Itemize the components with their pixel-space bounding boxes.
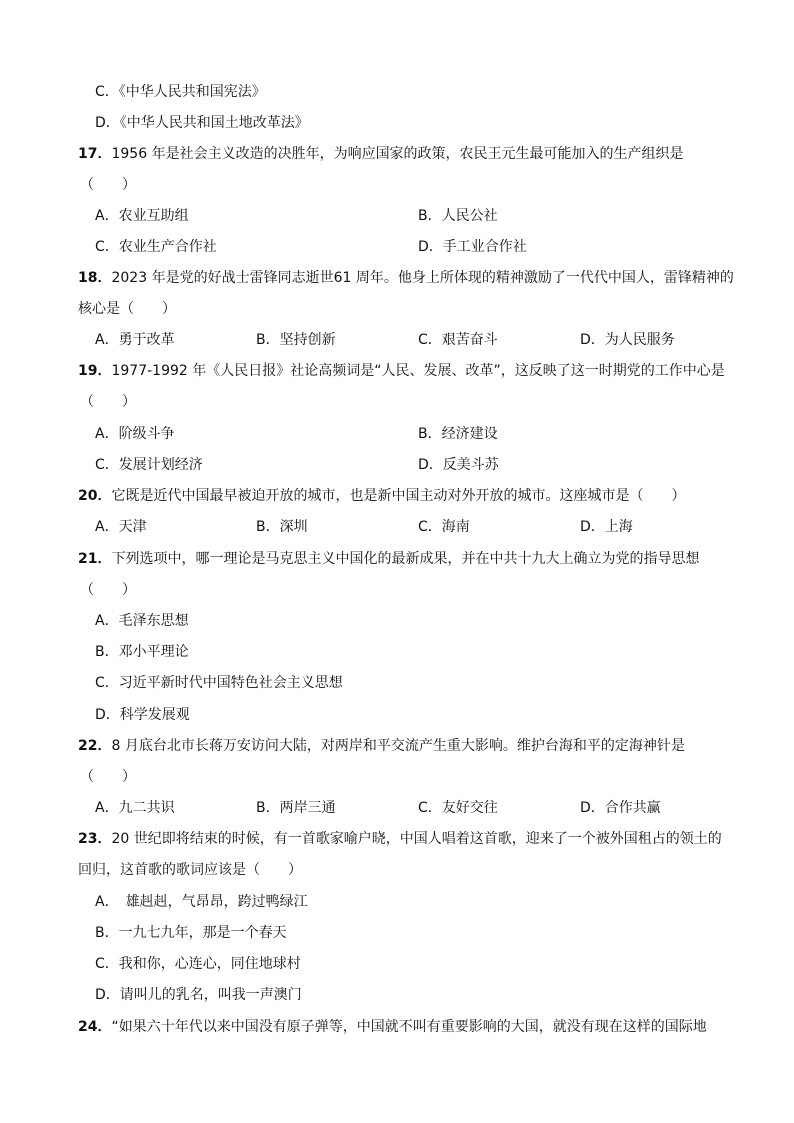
option-a: A． 雄赳赳，气昂昂，跨过鸭绿江 (95, 894, 308, 910)
question-number: 24． (78, 1019, 112, 1035)
option-d: D．为人民服务 (580, 332, 675, 348)
answer-paren: （ ） (80, 582, 136, 598)
option-a: A．阶级斗争 (95, 426, 175, 442)
option-b: B．深圳 (256, 519, 308, 535)
question-text: 8 月底台北市长蒋万安访问大陆，对两岸和平交流产生重大影响。维护台海和平的定海神针是 (111, 738, 685, 754)
question-number: 19． (78, 363, 112, 379)
option-c: C．习近平新时代中国特色社会主义思想 (95, 675, 343, 691)
option-c-prev: C．《中华人民共和国宪法》 (95, 84, 266, 100)
option-b: B．坚持创新 (256, 332, 336, 348)
option-b: B．两岸三通 (256, 800, 336, 816)
question-text: 2023 年是党的好战士雷锋同志逝世61 周年。他身上所体现的精神激励了一代代中国人，雷锋精神的 (111, 270, 734, 286)
option-d: D．上海 (580, 519, 633, 535)
answer-paren: （ ） (80, 177, 136, 193)
option-d-prev: D．《中华人民共和国土地改革法》 (95, 115, 309, 131)
option-c: C．我和你，心连心，同住地球村 (95, 956, 301, 972)
option-b: B．邓小平理论 (95, 644, 189, 660)
question-18 (78, 268, 734, 288)
question-24 (78, 1017, 707, 1037)
option-a: A．天津 (95, 519, 147, 535)
question-text: 它既是近代中国最早被迫开放的城市，也是新中国主动对外开放的城市。这座城市是（ ） (111, 488, 686, 504)
question-number: 21． (78, 551, 112, 567)
question-number: 22． (78, 738, 112, 754)
question-17 (78, 144, 684, 164)
option-c: C．友好交往 (418, 800, 498, 816)
question-number: 17． (78, 146, 112, 162)
option-b: B．一九七九年，那是一个春天 (95, 925, 287, 941)
question-number: 20． (78, 488, 112, 504)
question-text: 下列选项中，哪一理论是马克思主义中国化的最新成果，并在中共十九大上确立为党的指导思想 (111, 551, 700, 567)
option-d: D．请叫儿的乳名，叫我一声澳门 (95, 987, 302, 1003)
answer-paren: （ ） (80, 394, 136, 410)
question-text-cont: 核心是（ ） (78, 301, 176, 317)
question-23 (78, 829, 722, 849)
option-c: C．海南 (418, 519, 470, 535)
option-b: B．经济建设 (418, 426, 498, 442)
question-text: 1977-1992 年《人民日报》社论高频词是“人民、发展、改革”，这反映了这一时期党的工作中心是 (111, 363, 725, 379)
question-number: 23． (78, 831, 112, 847)
question-19 (78, 361, 725, 381)
question-text: “如果六十年代以来中国没有原子弹等，中国就不叫有重要影响的大国，就没有现在这样的国际地 (111, 1019, 707, 1035)
question-text: 1956 年是社会主义改造的决胜年，为响应国家的政策，农民王元生最可能加入的生产组织是 (111, 146, 684, 162)
question-text-cont: 回归，这首歌的歌词应该是（ ） (78, 862, 302, 878)
option-c: C．农业生产合作社 (95, 239, 217, 255)
question-21 (78, 549, 699, 569)
question-number: 18． (78, 270, 112, 286)
option-c: C．艰苦奋斗 (418, 332, 498, 348)
option-a: A．毛泽东思想 (95, 613, 189, 629)
option-a: A．勇于改革 (95, 332, 175, 348)
question-22 (78, 736, 685, 756)
option-a: A．农业互助组 (95, 208, 189, 224)
option-a: A．九二共识 (95, 800, 175, 816)
question-20 (78, 486, 685, 506)
option-d: D．合作共赢 (580, 800, 661, 816)
option-d: D．手工业合作社 (418, 239, 527, 255)
answer-paren: （ ） (80, 769, 136, 785)
question-text: 20 世纪即将结束的时候，有一首歌家喻户晓，中国人唱着这首歌，迎来了一个被外国租占的领土的 (111, 831, 722, 847)
option-c: C．发展计划经济 (95, 457, 203, 473)
option-d: D．反美斗苏 (418, 457, 499, 473)
option-d: D．科学发展观 (95, 707, 190, 723)
option-b: B．人民公社 (418, 208, 498, 224)
